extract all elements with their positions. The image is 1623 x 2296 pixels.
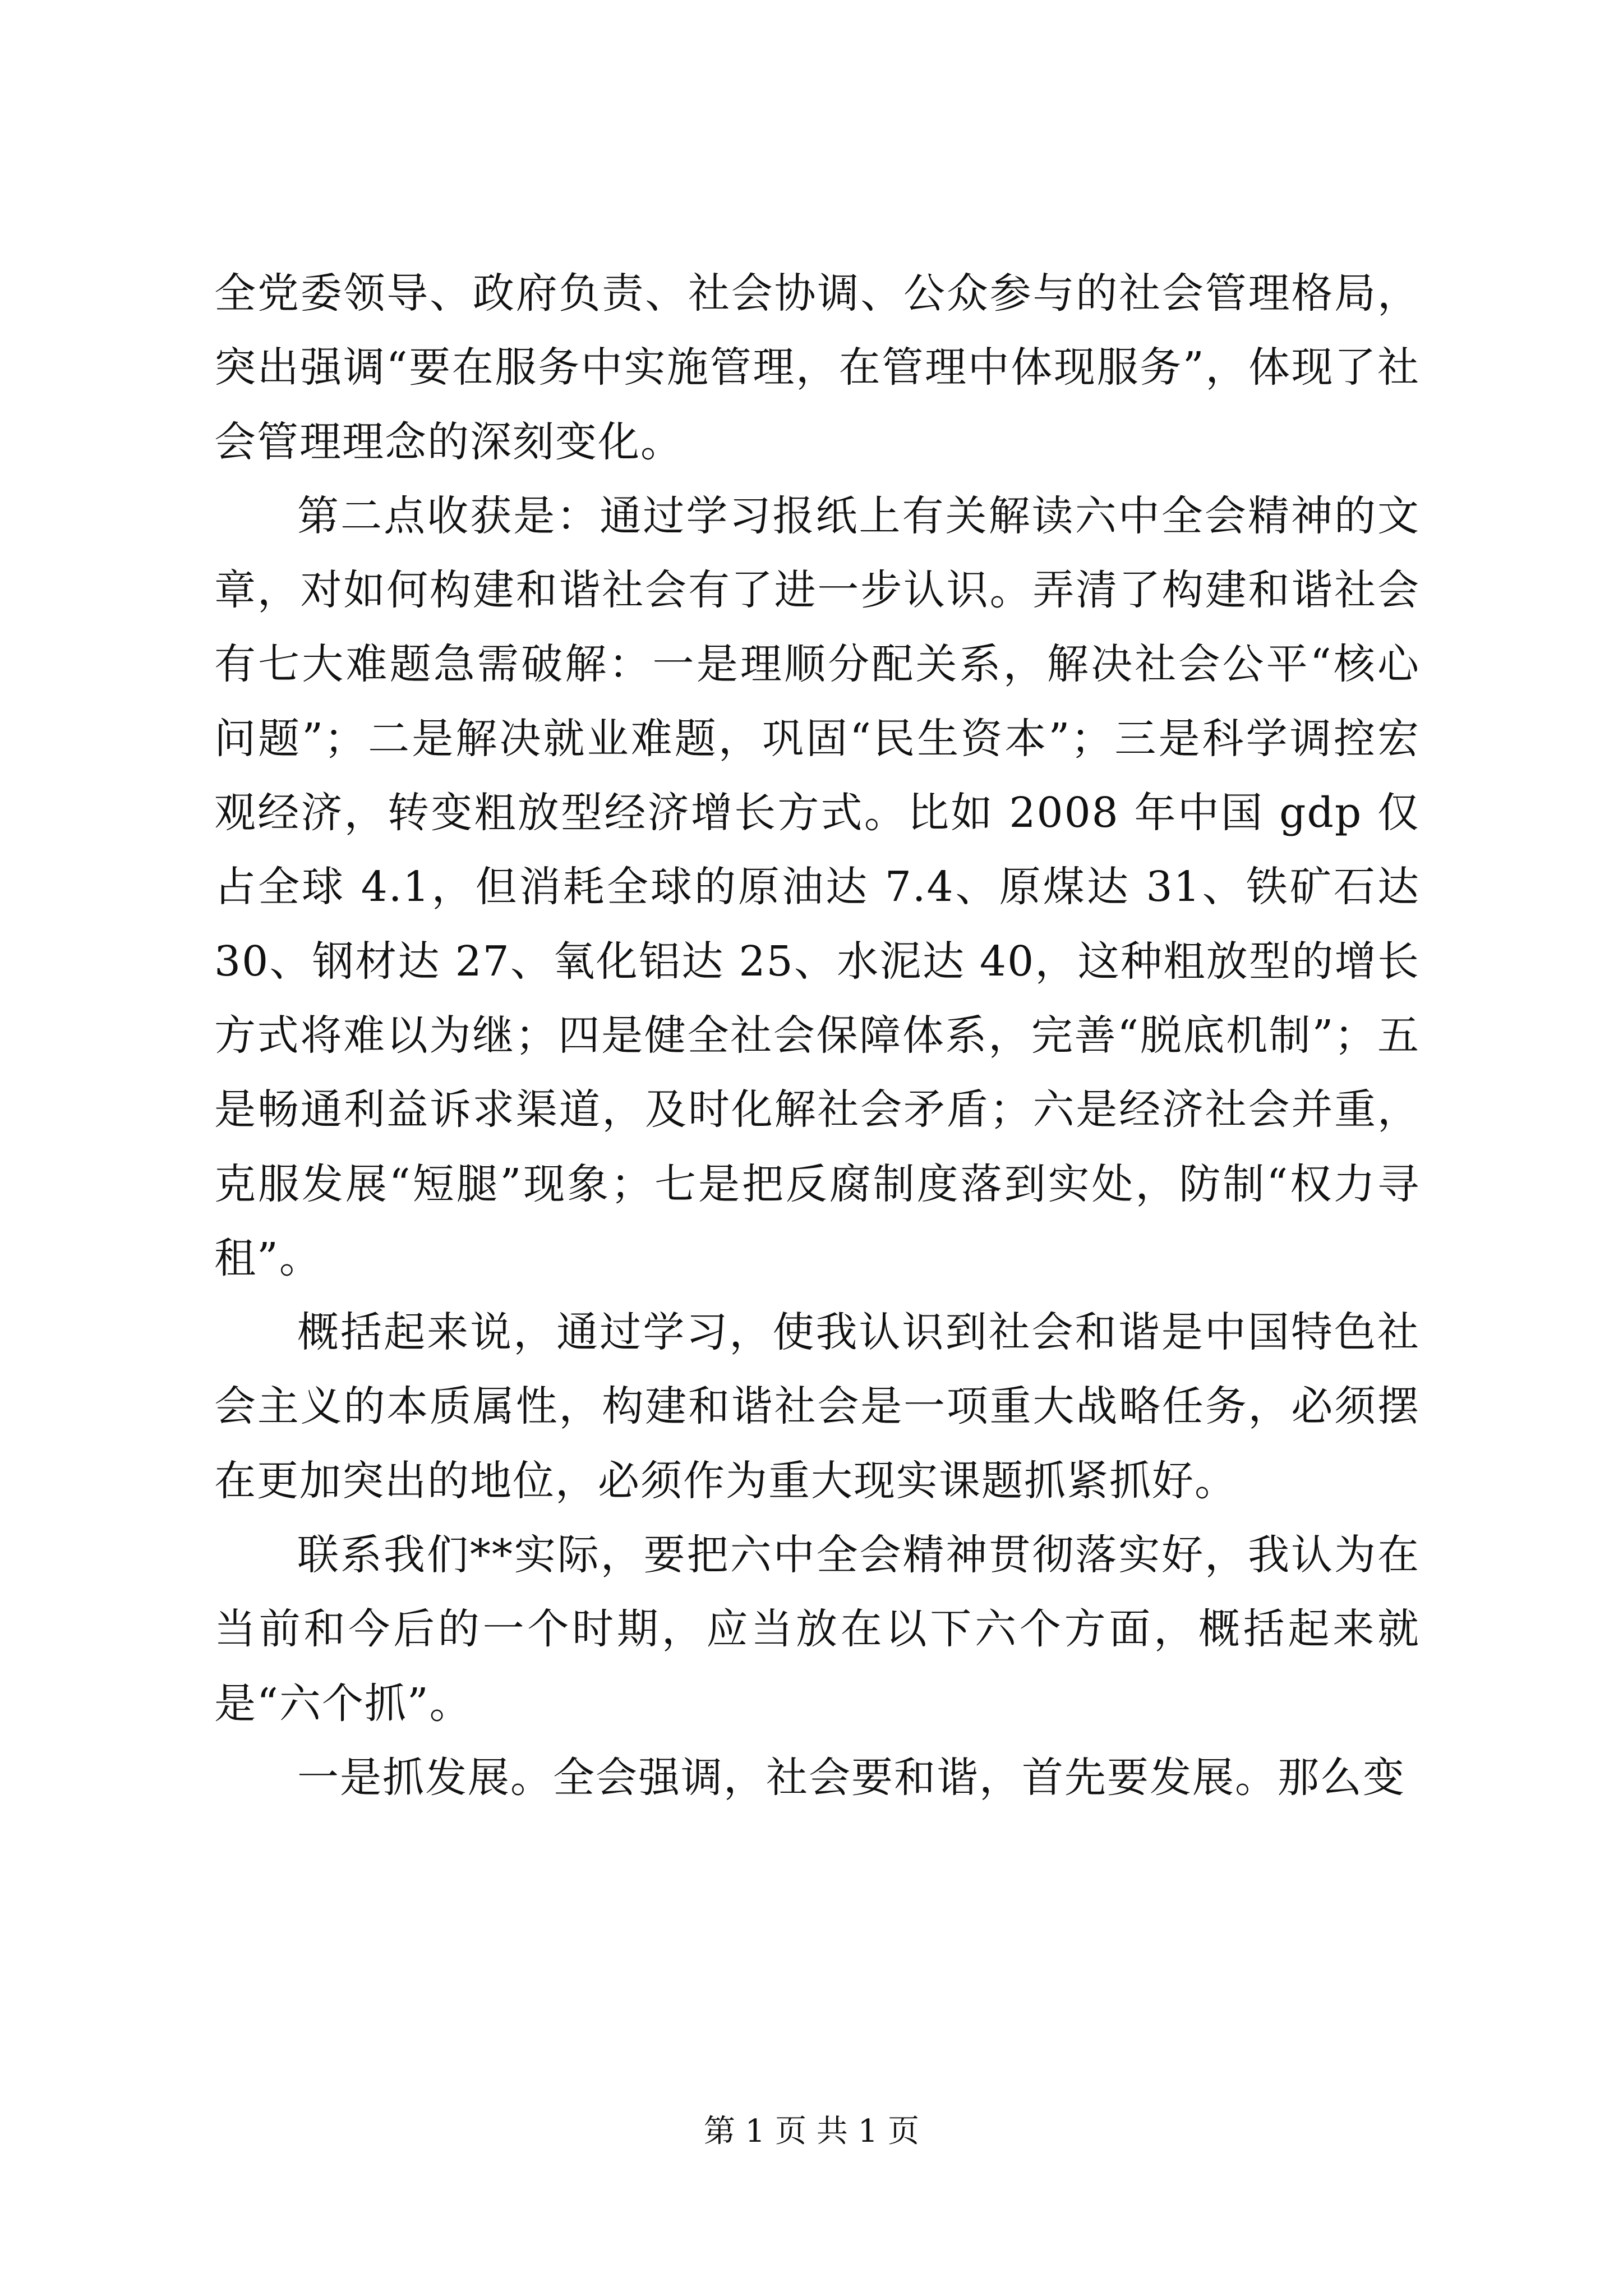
page-footer: 第 1 页 共 1 页	[703, 2113, 920, 2150]
document-body	[214, 256, 1420, 1815]
paragraph-3: 概括起来说，通过学习，使我认识到社会和谐是中国特色社会主义的本质属性，构建和谐社会是一项重大战略任务，必须摆在更加突出的地位，必须作为重大现实课题抓紧抓好。	[214, 1308, 1420, 1505]
paragraph-1: 全党委领导、政府负责、社会协调、公众参与的社会管理格局，突出强调“要在服务中实施管理，在管理中体现服务”，体现了社会管理理念的深刻变化。	[214, 269, 1420, 466]
paragraph-4: 联系我们**实际，要把六中全会精神贯彻落实好，我认为在当前和今后的一个时期，应当放在以下六个方面，概括起来就是“六个抓”。	[214, 1531, 1420, 1728]
paragraph-2: 第二点收获是：通过学习报纸上有关解读六中全会精神的文章，对如何构建和谐社会有了进一步认识。弄清了构建和谐社会有七大难题急需破解：一是理顺分配关系，解决社会公平“核心问题”；二是解决就业难题，巩固“民生资本”；三是科学调控宏观经济，转变粗放型经济增长方式。比如 2008 年中国 gdp 仅占全球 4.1，但消耗全球的原油达 7.4、原煤达 31、铁矿石达 30、钢材达 27、氧化铝达 25、水泥达 40，这种粗放型的增长方式将难以为继；四是健全社会保障体系，完善“脱底机制”；五是畅通利益诉求渠道，及时化解社会矛盾；六是经济社会并重，克服发展“短腿”现象；七是把反腐制度落到实处，防制“权力寻租”。	[214, 491, 1420, 1282]
paragraph-5: 一是抓发展。全会强调，社会要和谐，首先要发展。那么变	[297, 1753, 1405, 1802]
